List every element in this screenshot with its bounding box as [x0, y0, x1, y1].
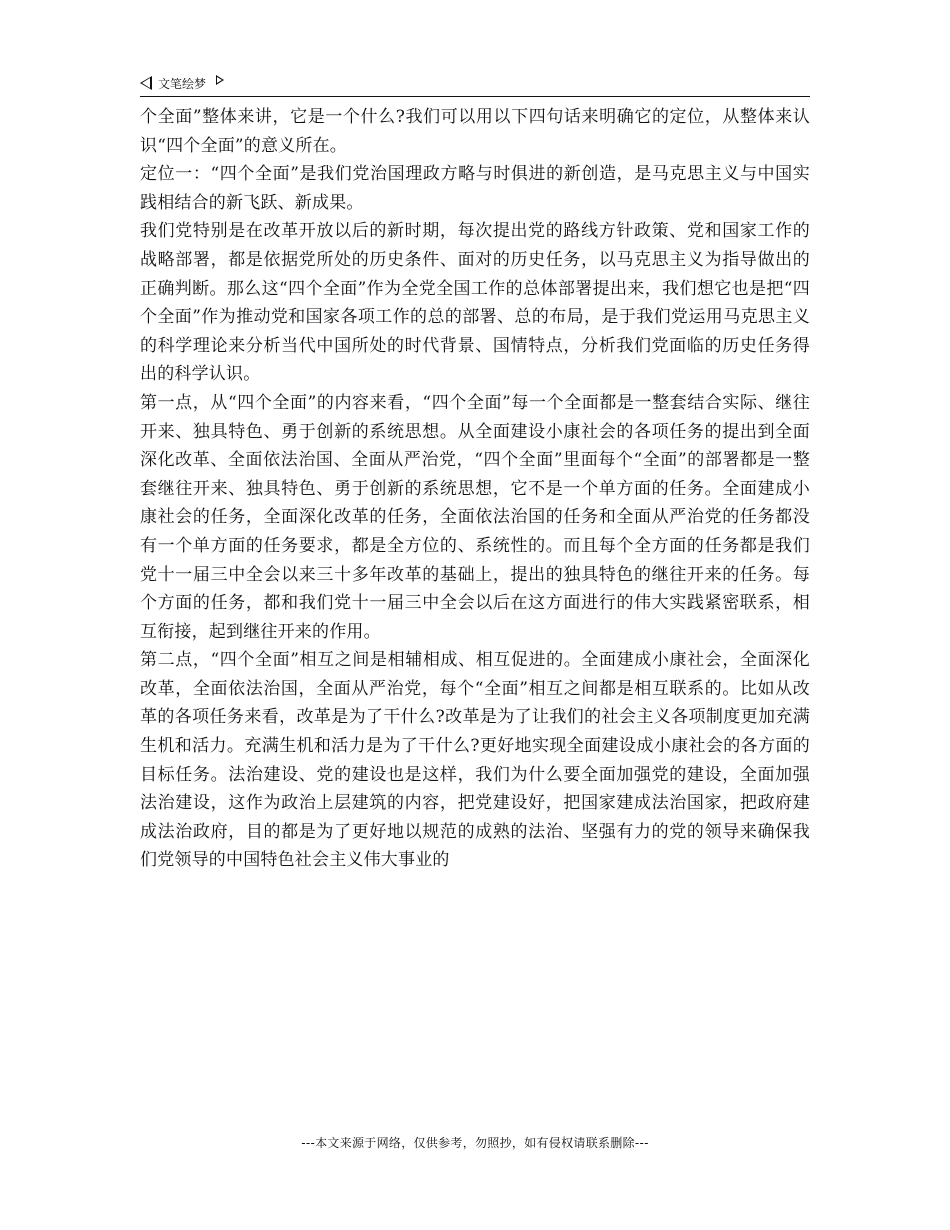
- document-body: [140, 103, 810, 875]
- header-divider: [140, 96, 810, 97]
- right-triangle-icon: [216, 75, 224, 85]
- paragraph: 第二点，“四个全面”相互之间是相辅相成、相互促进的。全面建成小康社会，全面深化改革，全面依法治国，全面从严治党，每个“全面”相互之间都是相互联系的。比如从改革的各项任务来看，改革是为了干什么?改革是为了让我们的社会主义各项制度更加充满生机和活力。充满生机和活力是为了干什么?更好地实现全面建设成小康社会的各方面的目标任务。法治建设、党的建设也是这样，我们为什么要全面加强党的建设，全面加强法治建设，这作为政治上层建筑的内容，把党建设好，把国家建成法治国家，把政府建成法治政府，目的都是为了更好地以规范的成熟的法治、坚强有力的党的领导来确保我们党领导的中国特色社会主义伟大事业的: [140, 650, 810, 871]
- paragraph: 第一点，从“四个全面”的内容来看，“四个全面”每一个全面都是一整套结合实际、继往开来、独具特色、勇于创新的系统思想。从全面建设小康社会的各项任务的提出到全面深化改革、全面依法治国、全面从严治党，“四个全面”里面每个“全面”的部署都是一整套继往开来、独具特色、勇于创新的系统思想，它不是一个单方面的任务。全面建成小康社会的任务，全面深化改革的任务，全面依法治国的任务和全面从严治党的任务都没有一个单方面的任务要求，都是全方位的、系统性的。而且每个全方面的任务都是我们党十一届三中全会以来三十多年改革的基础上，提出的独具特色的继往开来的任务。每个方面的任务，都和我们党十一届三中全会以后在这方面进行的伟大实践紧密联系，相互衔接，起到继往开来的作用。: [140, 392, 810, 642]
- paragraph: 个全面”整体来讲，它是一个什么?我们可以用以下四句话来明确它的定位，从整体来认识“四个全面”的意义所在。: [140, 107, 810, 156]
- header-title: 文笔绘梦: [158, 76, 207, 91]
- footer-disclaimer: ---本文来源于网络，仅供参考，勿照抄，如有侵权请联系删除---: [301, 1136, 649, 1150]
- paragraph: 定位一：“四个全面”是我们党治国理政方略与时俱进的新创造，是马克思主义与中国实践相结合的新飞跃、新成果。: [140, 164, 810, 213]
- left-triangle-icon: [140, 76, 152, 90]
- page-header: [140, 72, 810, 94]
- paragraph: 我们党特别是在改革开放以后的新时期，每次提出党的路线方针政策、党和国家工作的战略部署，都是依据党所处的历史条件、面对的历史任务，以马克思主义为指导做出的正确判断。那么这“四个全面”作为全党全国工作的总体部署提出来，我们想它也是把“四个全面”作为推动党和国家各项工作的总的部署、总的布局，是于我们党运用马克思主义的科学理论来分析当代中国所处的时代背景、国情特点，分析我们党面临的历史任务得出的科学认识。: [140, 221, 810, 385]
